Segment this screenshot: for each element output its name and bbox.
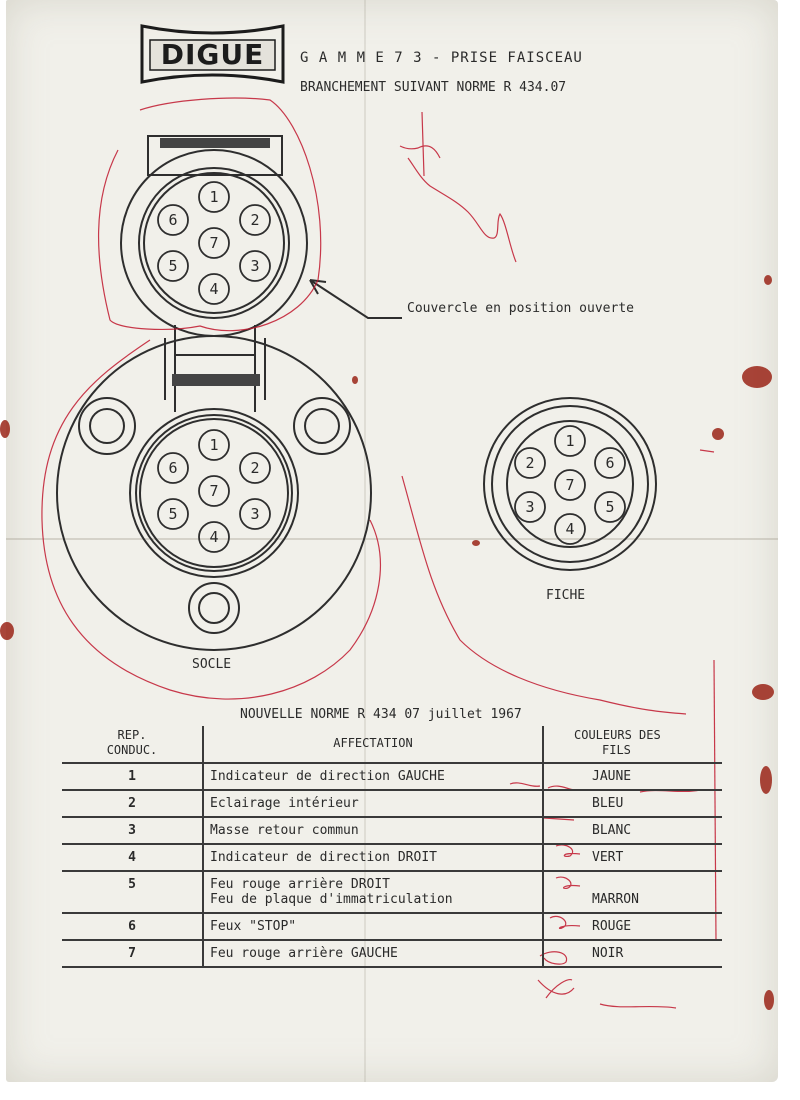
- socket-pin-label: 3: [250, 505, 260, 523]
- cover-label: Couvercle en position ouverte: [407, 301, 634, 316]
- header-colors-line2: FILS: [602, 743, 631, 757]
- header-rep: [62, 726, 203, 763]
- cover-pin-label: 3: [250, 257, 260, 275]
- plug-pin-label: 7: [565, 476, 575, 494]
- rep-cell: 6: [62, 913, 203, 940]
- cover-pin-label: 4: [209, 280, 219, 298]
- assignment-cell: [203, 871, 543, 913]
- color-cell: BLEU: [543, 790, 722, 817]
- rep-cell: 7: [62, 940, 203, 967]
- assignment-cell: Indicateur de direction GAUCHE: [203, 763, 543, 790]
- table-row: [62, 763, 722, 790]
- socket-pin-label: 1: [209, 436, 219, 454]
- plug-pin-label: 3: [525, 498, 535, 516]
- cover-pin-label: 6: [168, 211, 178, 229]
- table-row: [62, 844, 722, 871]
- header-rep-line2: CONDUC.: [106, 743, 158, 757]
- rep-cell: 5: [62, 871, 203, 913]
- cover-pin-label: 1: [209, 188, 219, 206]
- plug-pin-label: 5: [605, 498, 615, 516]
- cover-pin-label: 2: [250, 211, 260, 229]
- color-cell: ROUGE: [543, 913, 722, 940]
- socket-label: SOCLE: [192, 657, 232, 672]
- table-row: [62, 871, 722, 913]
- assignment-cell: Indicateur de direction DROIT: [203, 844, 543, 871]
- socket-pin-label: 4: [209, 528, 219, 546]
- table-title: NOUVELLE NORME R 434 07 juillet 1967: [240, 707, 522, 722]
- color-cell: BLANC: [543, 817, 722, 844]
- assignment-cell: Feux "STOP": [203, 913, 543, 940]
- header-rep-line1: REP.: [117, 728, 147, 742]
- plug-pin-label: 6: [605, 454, 615, 472]
- mounting-hole-right: [294, 398, 350, 454]
- socket-pin-label: 7: [209, 482, 219, 500]
- rep-cell: 3: [62, 817, 203, 844]
- header-colors-line1: COULEURS DES: [574, 728, 661, 742]
- pointer-arrow: [310, 280, 402, 318]
- cover-pin-label: 7: [209, 234, 219, 252]
- document-subtitle: BRANCHEMENT SUIVANT NORME R 434.07: [300, 80, 567, 95]
- assignment-cell: Eclairage intérieur: [203, 790, 543, 817]
- table-row: [62, 790, 722, 817]
- assignment-cell: Feu rouge arrière GAUCHE: [203, 940, 543, 967]
- document-title: G A M M E 7 3 - PRISE FAISCEAU: [300, 50, 583, 66]
- plug-pin-label: 4: [565, 520, 575, 538]
- color-cell: JAUNE: [543, 763, 722, 790]
- rep-cell: 4: [62, 844, 203, 871]
- rep-cell: 1: [62, 763, 203, 790]
- wiring-table: [62, 726, 722, 968]
- cover-pin-label: 5: [168, 257, 178, 275]
- table-row: [62, 817, 722, 844]
- color-cell: NOIR: [543, 940, 722, 967]
- socket-pin-label: 6: [168, 459, 178, 477]
- assignment-cell: Masse retour commun: [203, 817, 543, 844]
- hinge-strap: [165, 325, 265, 412]
- table-row: [62, 913, 722, 940]
- color-cell: MARRON: [543, 871, 722, 913]
- header-colors: [543, 726, 722, 763]
- table-header-row: [62, 726, 722, 763]
- plug-pin-label: 2: [525, 454, 535, 472]
- plug-pin-label: 1: [565, 432, 575, 450]
- assignment-line1: Feu rouge arrière DROIT: [210, 877, 391, 892]
- rep-cell: 2: [62, 790, 203, 817]
- assignment-line2: Feu de plaque d'immatriculation: [210, 892, 453, 907]
- mounting-hole-left: [79, 398, 135, 454]
- color-cell: VERT: [543, 844, 722, 871]
- plug-label: FICHE: [546, 588, 586, 603]
- socket-pin-label: 5: [168, 505, 178, 523]
- brand-name: DIGUE: [160, 37, 265, 71]
- mounting-hole-bottom: [189, 583, 239, 633]
- socket-pin-label: 2: [250, 459, 260, 477]
- table-row: [62, 940, 722, 967]
- header-assignment-text: AFFECTATION: [333, 736, 413, 750]
- header-assignment: [203, 726, 543, 763]
